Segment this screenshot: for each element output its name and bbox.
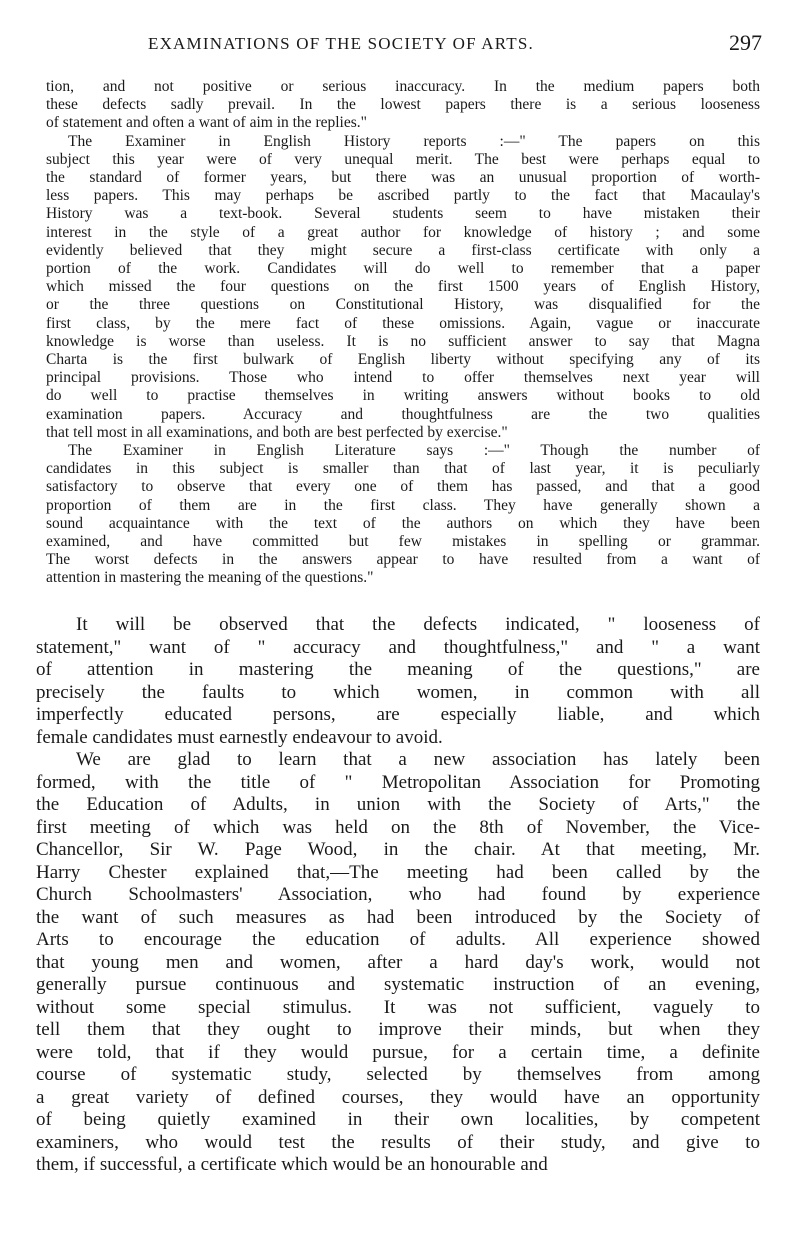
paragraph-english-literature [46, 442, 760, 588]
text-line: History was a text-book. Several students seem to have mistaken their [46, 205, 760, 223]
page-number: 297 [729, 30, 762, 55]
text-line: that tell most in all examinations, and both are best perfected by exercise." [46, 423, 508, 441]
text-line: without some special stimulus. It was not sufficient, vaguely to [36, 996, 760, 1018]
text-line: first meeting of which was held on the 8th of November, the Vice- [36, 816, 760, 838]
text-line: formed, with the title of " Metropolitan Association for Promoting [36, 771, 760, 793]
text-line: The worst defects in the answers appear to have resulted from a want of [46, 551, 760, 569]
text-line: a great variety of defined courses, they would have an opportunity [36, 1086, 760, 1108]
text-line: the Education of Adults, in union with the Society of Arts," the [36, 794, 760, 815]
text-line: statement," want of " accuracy and thoughtfulness," and " a want [36, 636, 760, 658]
text-line: course of systematic study, selected by themselves from among [36, 1064, 760, 1085]
text-line: It will be observed that the defects indicated, " looseness of [76, 614, 760, 635]
text-line: do well to practise themselves in writing answers without books to old [46, 387, 760, 405]
text-line: less papers. This may perhaps be ascribed partly to the fact that Macaulay's [46, 187, 760, 205]
text-line: attention in mastering the meaning of the questions." [46, 569, 374, 587]
text-line: portion of the work. Candidates will do well to remember that a paper [46, 260, 760, 278]
quoted-examiner-reports [46, 78, 760, 588]
text-line: interest in the style of a great author for knowledge of history ; and some [46, 223, 760, 241]
text-line: Arts to encourage the education of adults. All experience showed [36, 929, 760, 950]
main-body-text [36, 614, 760, 1177]
text-line: of statement and often a want of aim in the replies." [46, 114, 367, 132]
running-title: EXAMINATIONS OF THE SOCIETY OF ARTS. [148, 34, 534, 53]
text-line: The Examiner in English History reports :—" The papers on this [68, 132, 760, 150]
text-line: were told, that if they would pursue, for a certain time, a definite [36, 1041, 760, 1063]
text-line: the standard of former years, but there was an unusual proportion of worth- [46, 169, 760, 187]
text-line: that young men and women, after a hard day's work, would not [36, 951, 760, 973]
text-line: Chancellor, Sir W. Page Wood, in the chair. At that meeting, Mr. [36, 839, 760, 860]
text-line: proportion of them are in the first class. They have generally shown a [46, 496, 760, 514]
text-line: Charta is the first bulwark of English liberty without specifying any of its [46, 351, 760, 369]
text-line: generally pursue continuous and systematic instruction of an evening, [36, 974, 760, 995]
paragraph-new-association [36, 749, 760, 1177]
text-line: subject this year were of very unequal merit. The best were perhaps equal to [46, 150, 760, 168]
text-line: examination papers. Accuracy and thoughtfulness are the two qualities [46, 405, 760, 423]
text-line: principal provisions. Those who intend to offer themselves next year will [46, 369, 760, 387]
text-line: satisfactory to observe that every one of them has passed, and that a good [46, 478, 760, 496]
text-line: of being quietly examined in their own localities, by competent [36, 1109, 760, 1130]
text-line: precisely the faults to which women, in common with all [36, 681, 760, 703]
text-line: Harry Chester explained that,—The meeting had been called by the [36, 861, 760, 883]
text-line: examined, and have committed but few mistakes in spelling or grammar. [46, 533, 760, 551]
text-line: examiners, who would test the results of their study, and give to [36, 1131, 760, 1153]
text-line: knowledge is worse than useless. It is no sufficient answer to say that Magna [46, 332, 760, 350]
text-line: which missed the four questions on the first 1500 years of English History, [46, 278, 760, 296]
text-line: The Examiner in English Literature says :—" Though the number of [68, 442, 760, 460]
text-line: candidates in this subject is smaller than that of last year, it is peculiarly [46, 460, 760, 478]
text-line: We are glad to learn that a new association has lately been [76, 749, 760, 770]
text-line: them, if successful, a certificate which would be an honourable and [36, 1154, 548, 1175]
text-line: Church Schoolmasters' Association, who had found by experience [36, 884, 760, 905]
text-line: imperfectly educated persons, are especially liable, and which [36, 704, 760, 725]
text-line: the want of such measures as had been introduced by the Society of [36, 906, 760, 928]
text-line: tell them that they ought to improve their minds, but when they [36, 1019, 760, 1040]
running-head [40, 30, 762, 60]
text-line: first class, by the mere fact of these omissions. Again, vague or inaccurate [46, 314, 760, 332]
text-line: or the three questions on Constitutional History, was disqualified for the [46, 296, 760, 314]
text-line: tion, and not positive or serious inaccuracy. In the medium papers both [46, 78, 760, 95]
text-line: female candidates must earnestly endeavour to avoid. [36, 726, 443, 748]
paragraph-defects-observed [36, 614, 760, 749]
paragraph-continuation [46, 78, 760, 133]
paragraph-english-history [46, 133, 760, 442]
text-line: of attention in mastering the meaning of the questions," are [36, 659, 760, 680]
text-line: these defects sadly prevail. In the lowest papers there is a serious looseness [46, 96, 760, 114]
text-line: evidently believed that they might secure a first-class certificate with only a [46, 241, 760, 259]
text-line: sound acquaintance with the text of the authors on which they have been [46, 514, 760, 532]
